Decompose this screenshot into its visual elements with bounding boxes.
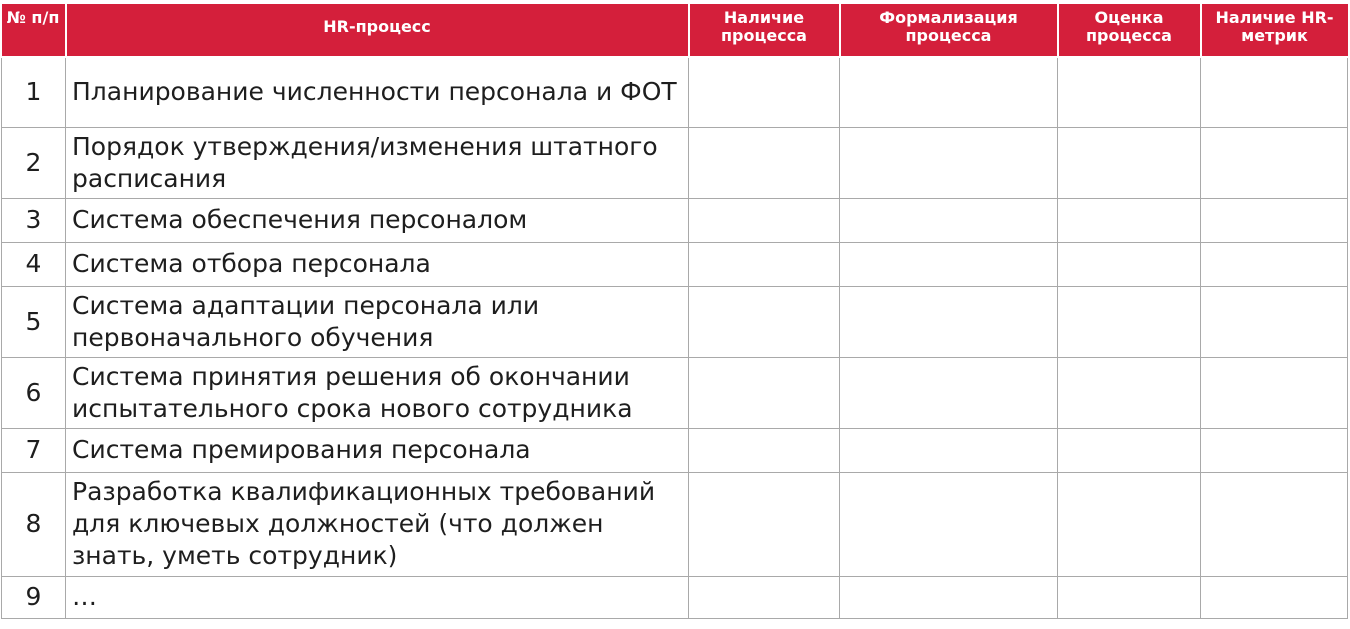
row-process: Планирование численности персонала и ФОТ <box>66 57 689 127</box>
cell-availability <box>689 576 840 618</box>
hr-process-table <box>1 4 1348 619</box>
row-number: 1 <box>2 57 66 127</box>
table-row <box>2 242 1348 286</box>
cell-assessment <box>1058 198 1201 242</box>
table-row <box>2 576 1348 618</box>
cell-assessment <box>1058 357 1201 428</box>
row-number: 4 <box>2 242 66 286</box>
cell-formalization <box>840 57 1058 127</box>
table-row <box>2 357 1348 428</box>
cell-assessment <box>1058 472 1201 576</box>
cell-metrics <box>1201 472 1348 576</box>
cell-metrics <box>1201 242 1348 286</box>
cell-assessment <box>1058 57 1201 127</box>
header-row <box>2 4 1348 57</box>
row-number: 3 <box>2 198 66 242</box>
row-process: Система принятия решения об окончании испытательного срока нового сотрудника <box>66 357 689 428</box>
cell-metrics <box>1201 357 1348 428</box>
table-row <box>2 472 1348 576</box>
row-number: 6 <box>2 357 66 428</box>
cell-formalization <box>840 428 1058 472</box>
cell-availability <box>689 57 840 127</box>
cell-availability <box>689 357 840 428</box>
cell-metrics <box>1201 57 1348 127</box>
header-availability: Наличие процесса <box>689 4 840 57</box>
header-num: № п/п <box>2 4 66 57</box>
cell-formalization <box>840 357 1058 428</box>
row-number: 2 <box>2 127 66 198</box>
table-row <box>2 198 1348 242</box>
row-process: Система отбора персонала <box>66 242 689 286</box>
cell-metrics <box>1201 286 1348 357</box>
cell-formalization <box>840 127 1058 198</box>
cell-metrics <box>1201 428 1348 472</box>
table-row <box>2 428 1348 472</box>
hr-process-table-container <box>1 4 1347 619</box>
cell-availability <box>689 286 840 357</box>
table-header <box>2 4 1348 57</box>
header-process: HR-процесс <box>66 4 689 57</box>
row-process: Система премирования персонала <box>66 428 689 472</box>
header-formalization: Формализация процесса <box>840 4 1058 57</box>
cell-assessment <box>1058 127 1201 198</box>
cell-metrics <box>1201 576 1348 618</box>
cell-assessment <box>1058 576 1201 618</box>
cell-availability <box>689 127 840 198</box>
row-number: 8 <box>2 472 66 576</box>
table-row <box>2 57 1348 127</box>
row-number: 9 <box>2 576 66 618</box>
row-process: Разработка квалификационных требований для ключевых должностей (что должен знать, уметь сотрудник) <box>66 472 689 576</box>
table-body <box>2 57 1348 618</box>
row-process: … <box>66 576 689 618</box>
cell-metrics <box>1201 127 1348 198</box>
cell-assessment <box>1058 242 1201 286</box>
cell-availability <box>689 198 840 242</box>
cell-assessment <box>1058 428 1201 472</box>
table-row <box>2 286 1348 357</box>
cell-formalization <box>840 472 1058 576</box>
table-row <box>2 127 1348 198</box>
row-number: 7 <box>2 428 66 472</box>
cell-assessment <box>1058 286 1201 357</box>
cell-formalization <box>840 286 1058 357</box>
cell-availability <box>689 472 840 576</box>
row-number: 5 <box>2 286 66 357</box>
row-process: Система обеспечения персоналом <box>66 198 689 242</box>
row-process: Порядок утверждения/изменения штатного расписания <box>66 127 689 198</box>
header-metrics: Наличие HR-метрик <box>1201 4 1348 57</box>
row-process: Система адаптации персонала или первоначального обучения <box>66 286 689 357</box>
cell-availability <box>689 428 840 472</box>
cell-metrics <box>1201 198 1348 242</box>
cell-availability <box>689 242 840 286</box>
cell-formalization <box>840 576 1058 618</box>
header-assessment: Оценка процесса <box>1058 4 1201 57</box>
cell-formalization <box>840 198 1058 242</box>
cell-formalization <box>840 242 1058 286</box>
